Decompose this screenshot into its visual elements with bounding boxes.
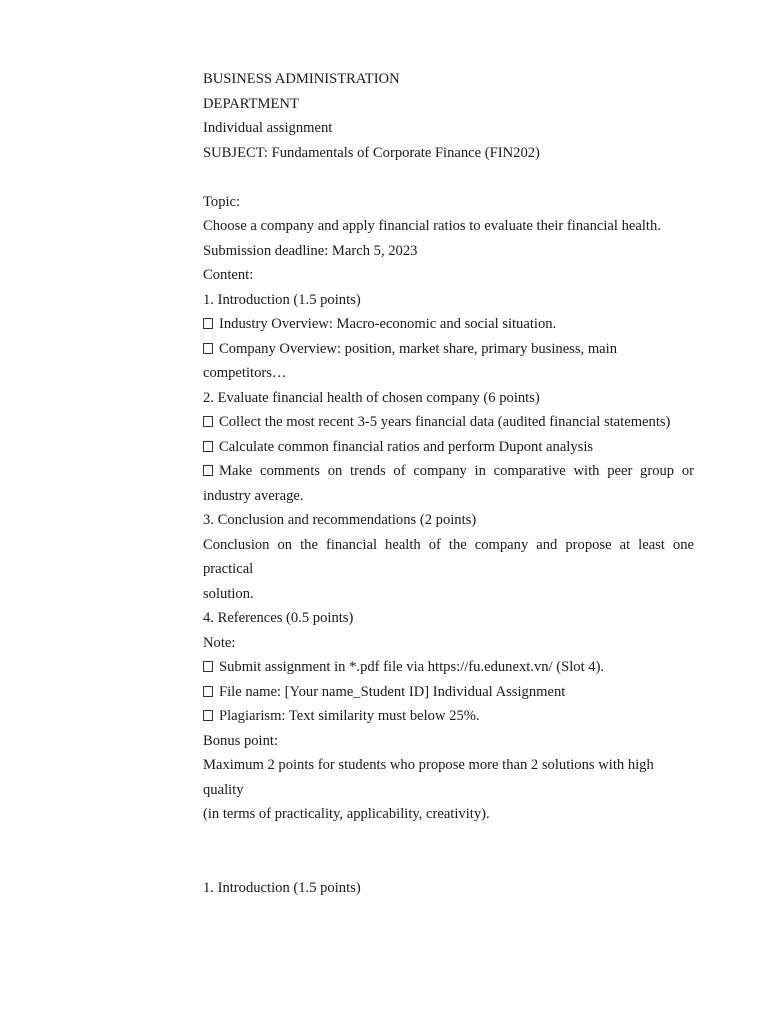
spacer	[203, 165, 694, 190]
bullet-text: File name: [Your name_Student ID] Individual Assignment	[219, 683, 566, 700]
bonus-text-end: (in terms of practicality, applicability, creativity).	[203, 806, 490, 822]
subject-line: SUBJECT: Fundamentals of Corporate Finance (FIN202)	[203, 144, 540, 161]
bullet-item	[203, 680, 694, 705]
bullet-box-icon	[203, 318, 213, 329]
bullet-text: Industry Overview: Macro-economic and social situation.	[219, 316, 557, 332]
bonus-label: Bonus point:	[203, 732, 279, 749]
bullet-box-icon	[203, 710, 213, 721]
document-page	[203, 67, 694, 900]
section-4-title: 4. References (0.5 points)	[203, 610, 354, 626]
bullet-text: Make comments on trends of company in comparative with peer group or industry average.	[203, 463, 694, 504]
section-1-title: 1. Introduction (1.5 points)	[203, 291, 361, 308]
section-2-title: 2. Evaluate financial health of chosen company (6 points)	[203, 389, 540, 406]
topic-text: Choose a company and apply financial ratios to evaluate their financial health.	[203, 218, 661, 234]
bullet-text: Collect the most recent 3-5 years financial data (audited financial statements)	[219, 414, 671, 430]
department-line-2: DEPARTMENT	[203, 95, 299, 112]
bullet-item	[203, 704, 694, 729]
topic-label: Topic:	[203, 193, 241, 210]
bullet-item	[203, 312, 694, 337]
assignment-type: Individual assignment	[203, 120, 333, 136]
bullet-item	[203, 655, 694, 680]
bullet-item	[203, 337, 694, 386]
bonus-text: Maximum 2 points for students who propose more than 2 solutions with high quality	[203, 757, 654, 798]
section-3-text: Conclusion on the financial health of the company and propose at least one practical	[203, 536, 694, 577]
spacer	[203, 827, 694, 876]
next-section-title: 1. Introduction (1.5 points)	[203, 879, 361, 896]
bullet-box-icon	[203, 343, 213, 354]
bullet-item	[203, 410, 694, 435]
content-label: Content:	[203, 267, 254, 283]
bullet-item	[203, 459, 694, 508]
bullet-text: Calculate common financial ratios and perform Dupont analysis	[219, 438, 594, 455]
department-line-1: BUSINESS ADMINISTRATION	[203, 71, 400, 87]
bullet-box-icon	[203, 661, 213, 672]
bullet-box-icon	[203, 416, 213, 427]
section-3-text-end: solution.	[203, 585, 254, 602]
bullet-item	[203, 435, 694, 460]
note-label: Note:	[203, 634, 236, 651]
bullet-text: Submit assignment in *.pdf file via https://fu.edunext.vn/ (Slot 4).	[219, 659, 605, 675]
bullet-box-icon	[203, 686, 213, 697]
bullet-box-icon	[203, 465, 213, 476]
bullet-text: Plagiarism: Text similarity must below 25%.	[219, 708, 480, 724]
bullet-box-icon	[203, 441, 213, 452]
section-3-title: 3. Conclusion and recommendations (2 points)	[203, 512, 477, 528]
bullet-text: Company Overview: position, market share, primary business, main competitors…	[203, 340, 618, 381]
submission-deadline: Submission deadline: March 5, 2023	[203, 242, 418, 259]
